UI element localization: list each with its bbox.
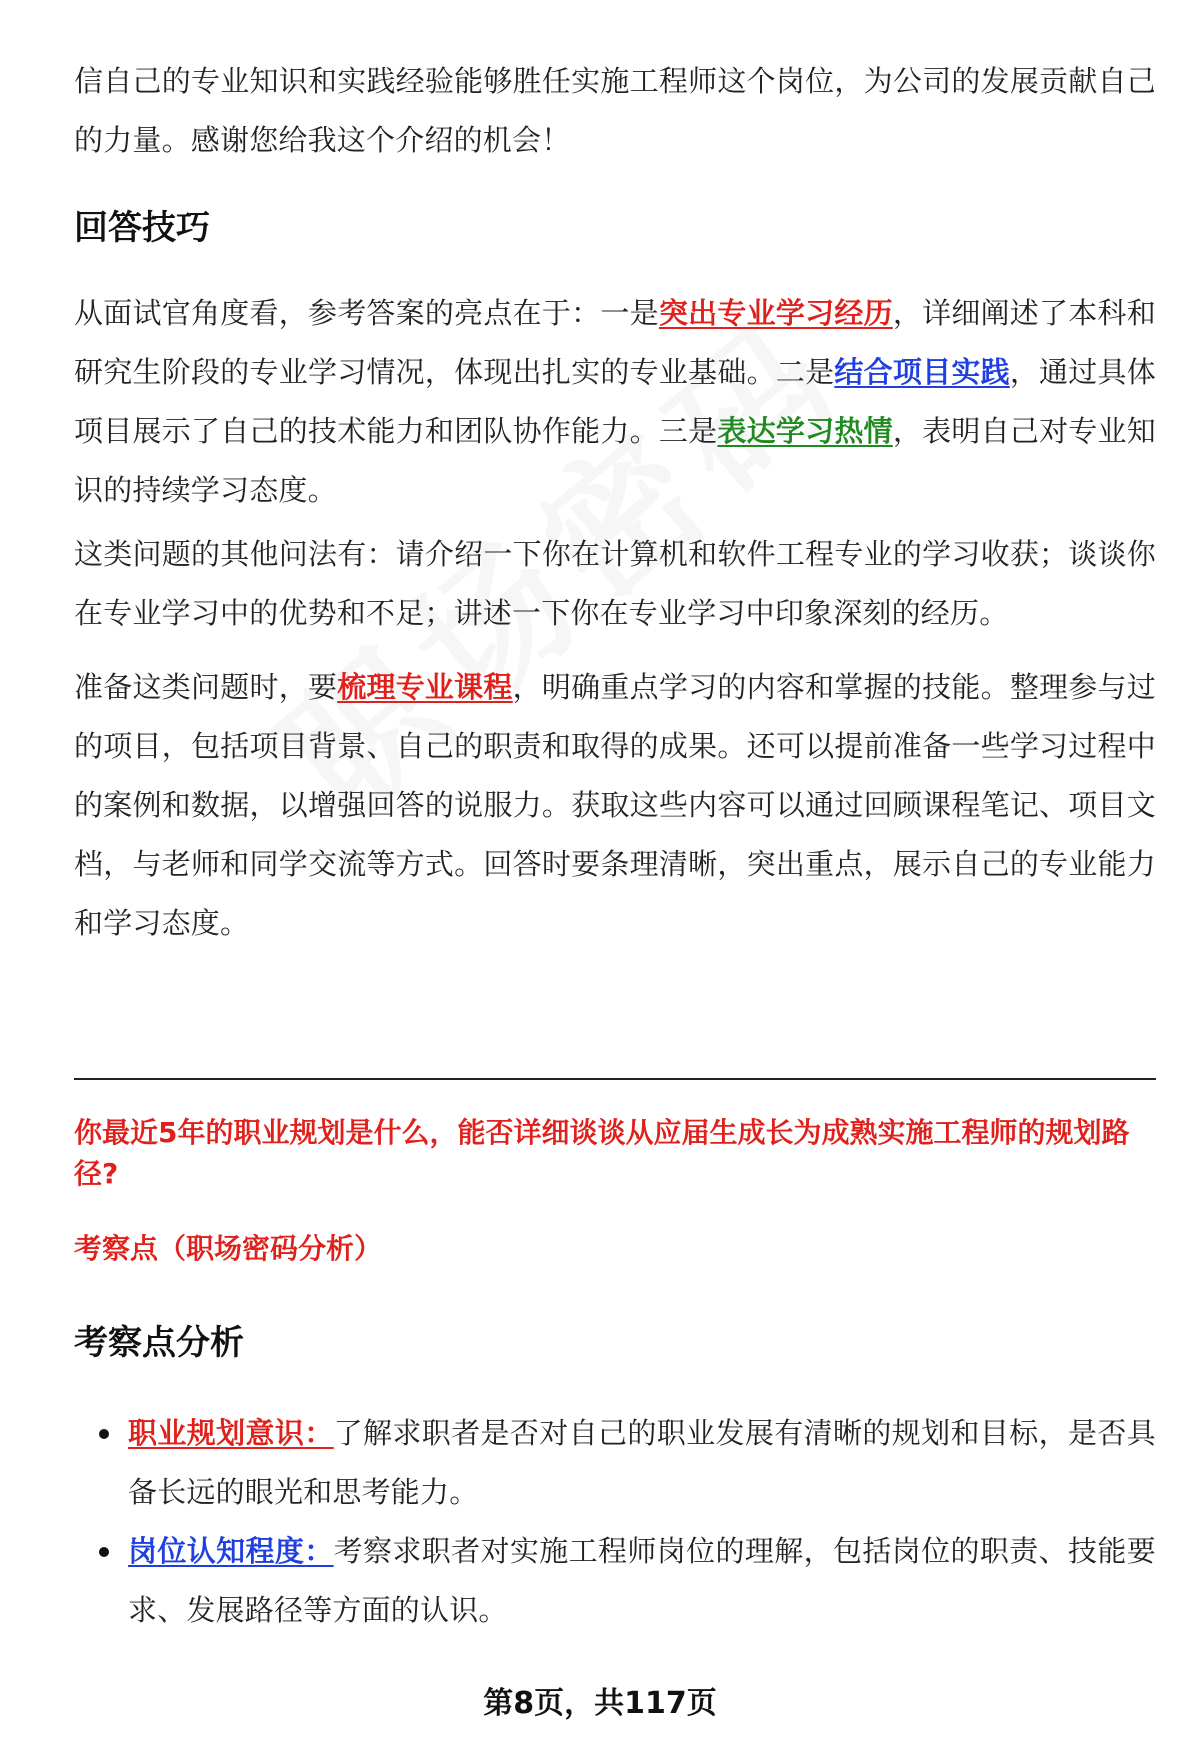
analysis-point-role-understanding: [74, 1522, 1156, 1640]
tips-text-1: 从面试官角度看，参考答案的亮点在于：一是: [74, 296, 659, 330]
point-text: 考察求职者对实施工程师岗位的理解，包括岗位的职责、技能要求、发展路径等方面的认识。: [128, 1534, 1156, 1627]
interview-question: 你最近5年的职业规划是什么，能否详细谈谈从应届生成长为成熟实施工程师的规划路径?: [74, 1116, 1130, 1190]
other-ways-paragraph: 这类问题的其他问法有：请介绍一下你在计算机和软件工程专业的学习收获；谈谈你在专业学习中的优势和不足；讲述一下你在专业学习中印象深刻的经历。: [74, 537, 1156, 630]
examine-label: 考察点（职场密码分析）: [74, 1232, 383, 1265]
prepare-text-2: ，明确重点学习的内容和掌握的技能。整理参与过的项目，包括项目背景、自己的职责和取得的成果。还可以提前准备一些学习过程中的案例和数据，以增强回答的说服力。获取这些内容可以通过回顾课程笔记、项目文档，与老师和同学交流等方式。回答时要条理清晰，突出重点，展示自己的专业能力和学习态度。: [74, 670, 1156, 940]
bullet-icon: [99, 1429, 109, 1439]
analysis-list: [74, 1404, 1156, 1640]
analysis-heading: 考察点分析: [74, 1323, 244, 1363]
tips-heading: 回答技巧: [74, 208, 210, 248]
section-divider: [74, 1078, 1156, 1080]
highlight-study-experience: 突出专业学习经历: [658, 296, 893, 330]
highlight-learning-passion: 表达学习热情: [717, 414, 893, 448]
tips-text-4: ，表明自己对专业知识的持续学习态度。: [74, 414, 1156, 507]
highlight-project-practice: 结合项目实践: [834, 355, 1010, 389]
intro-paragraph: 信自己的专业知识和实践经验能够胜任实施工程师这个岗位，为公司的发展贡献自己的力量。感谢您给我这个介绍的机会！: [74, 64, 1156, 157]
page-number-footer: 第8页，共117页: [483, 1686, 717, 1721]
prepare-paragraph: [74, 658, 1156, 953]
point-label: 岗位认知程度：: [128, 1534, 334, 1568]
prepare-text-1: 准备这类问题时，要: [74, 670, 338, 704]
bullet-icon: [99, 1547, 109, 1557]
analysis-point-career-planning: [74, 1404, 1156, 1522]
tips-text-3: ，通过具体项目展示了自己的技术能力和团队协作能力。三是: [74, 355, 1156, 448]
highlight-course-review: 梳理专业课程: [337, 670, 513, 704]
point-label: 职业规划意识：: [128, 1416, 334, 1450]
tips-text-2: ，详细阐述了本科和研究生阶段的专业学习情况，体现出扎实的专业基础。二是: [74, 296, 1156, 389]
point-text: 了解求职者是否对自己的职业发展有清晰的规划和目标，是否具备长远的眼光和思考能力。: [128, 1416, 1156, 1509]
tips-paragraph: [74, 284, 1156, 520]
